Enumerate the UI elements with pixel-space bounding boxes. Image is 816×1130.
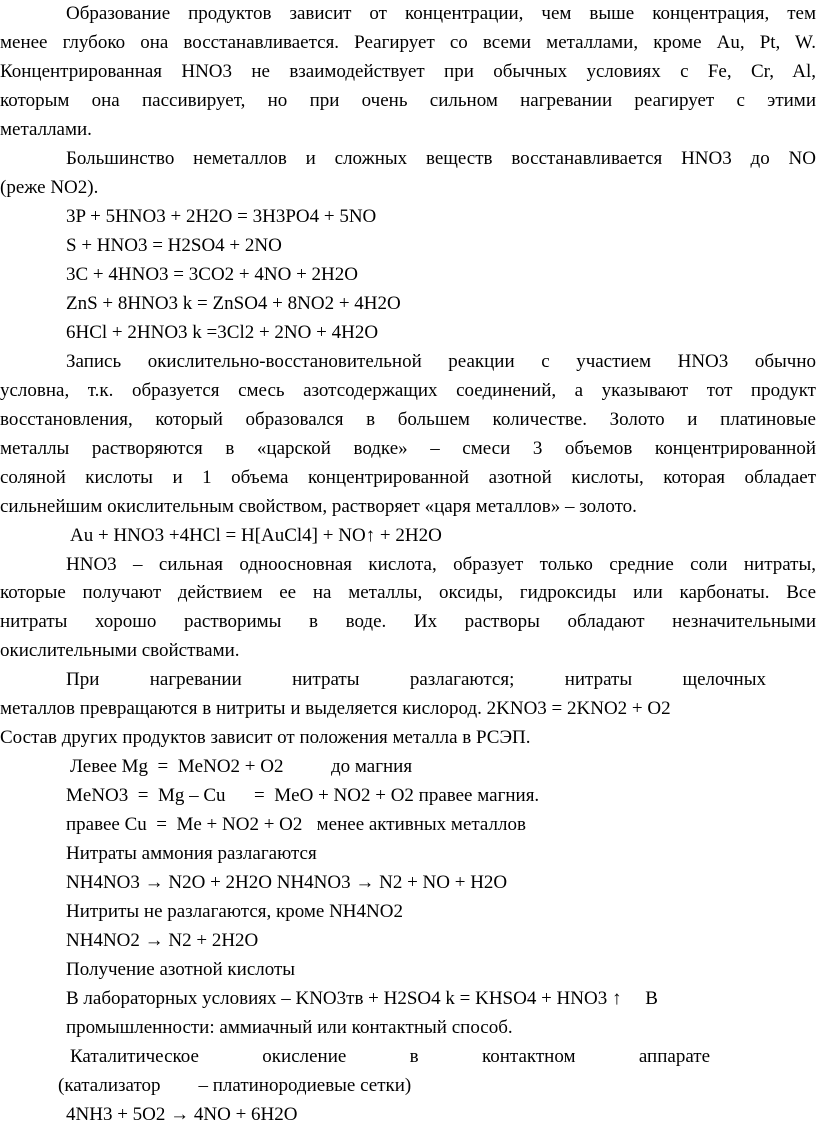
equation-au: Au + HNO3 +4HCl = H[AuCl4] + NO↑ + 2H2O [70, 524, 442, 546]
equation-4: ZnS + 8HNO3 k = ZnSO4 + 8NO2 + 4H2O [66, 292, 401, 314]
catalytic-line-1: Каталитическое окисление в контактном аппарате [70, 1046, 710, 1068]
decomp-line-8: Получение азотной кислоты [66, 959, 296, 981]
decomp-line-10: промышленности: аммиачный или контактный способ. [66, 1017, 513, 1039]
p3-line-5: соляной кислоты и 1 объема концентрированной азотной кислоты, которая обладает [0, 466, 816, 488]
catalytic-line-2: (катализатор – платинородиевые сетки) [58, 1075, 412, 1097]
decomp-line-7: NH4NO2 → N2 + 2H2O [66, 930, 259, 952]
p2-line-1: Большинство неметаллов и сложных веществ восстанавливается HNO3 до NO [66, 147, 816, 169]
p4-line-2: которые получают действием ее на металлы, оксиды, гидроксиды или карбонаты. Все [0, 582, 816, 604]
equation-1: 3P + 5HNO3 + 2H2O = 3H3PO4 + 5NO [66, 205, 377, 227]
decomp-line-4: Нитраты аммония разлагаются [66, 843, 317, 865]
p3-line-4: металлы растворяются в «царской водке» – смеси 3 объемов концентрированной [0, 437, 816, 459]
p3-line-2: условна, т.к. образуется смесь азотсодержащих соединений, а указывают тот продукт [0, 379, 816, 401]
final-equation: 4NH3 + 5O2 → 4NO + 6H2O [66, 1104, 298, 1126]
p5-line-2: металлов превращаются в нитриты и выделяется кислород. 2KNO3 = 2KNO2 + O2 [0, 698, 671, 720]
p5-line-1: При нагревании нитраты разлагаются; нитраты щелочных [66, 669, 766, 691]
equation-5: 6HCl + 2HNO3 k =3Cl2 + 2NO + 4H2O [66, 321, 379, 343]
decomp-line-1: Левее Mg = MeNO2 + O2 до магния [70, 756, 413, 778]
decomp-line-6: Нитриты не разлагаются, кроме NH4NO2 [66, 901, 403, 923]
decomp-line-2: MeNO3 = Mg – Cu = MeO + NO2 + O2 правее магния. [66, 785, 540, 807]
p4-line-1: HNO3 – сильная одноосновная кислота, образует только средние соли нитраты, [66, 553, 816, 575]
p3-line-6: сильнейшим окислительным свойством, растворяет «царя металлов» – золото. [0, 495, 637, 517]
p3-line-3: восстановления, который образовался в большем количестве. Золото и платиновые [0, 408, 816, 430]
decomp-line-5: NH4NO3 → N2O + 2H2O NH4NO3 → N2 + NO + H2O [66, 872, 508, 894]
p4-line-4: окислительными свойствами. [0, 640, 240, 662]
p1-line-3: Концентрированная HNO3 не взаимодействует при обычных условиях с Fe, Cr, Al, [0, 60, 816, 82]
p2-line-2: (реже NO2). [0, 176, 99, 198]
p1-line-2: менее глубоко она восстанавливается. Реагирует со всеми металлами, кроме Au, Pt, W. [0, 31, 816, 53]
p1-line-4: которым она пассивирует, но при очень сильном нагревании реагирует с этими [0, 89, 816, 111]
equation-2: S + HNO3 = H2SO4 + 2NO [66, 234, 282, 256]
p1-line-5: металлами. [0, 118, 92, 140]
p4-line-3: нитраты хорошо растворимы в воде. Их растворы обладают незначительными [0, 611, 816, 633]
p3-line-1: Запись окислительно-восстановительной реакции с участием HNO3 обычно [66, 350, 816, 372]
p5-line-3: Состав других продуктов зависит от положения металла в РСЭП. [0, 727, 531, 749]
decomp-line-9: В лабораторных условиях – KNO3тв + H2SO4 k = KHSO4 + HNO3 ↑ В [66, 988, 658, 1010]
p1-line-1: Образование продуктов зависит от концентрации, чем выше концентрация, тем [66, 3, 816, 24]
decomp-line-3: правее Cu = Me + NO2 + O2 менее активных металлов [66, 814, 526, 836]
equation-3: 3C + 4HNO3 = 3CO2 + 4NO + 2H2O [66, 263, 358, 285]
